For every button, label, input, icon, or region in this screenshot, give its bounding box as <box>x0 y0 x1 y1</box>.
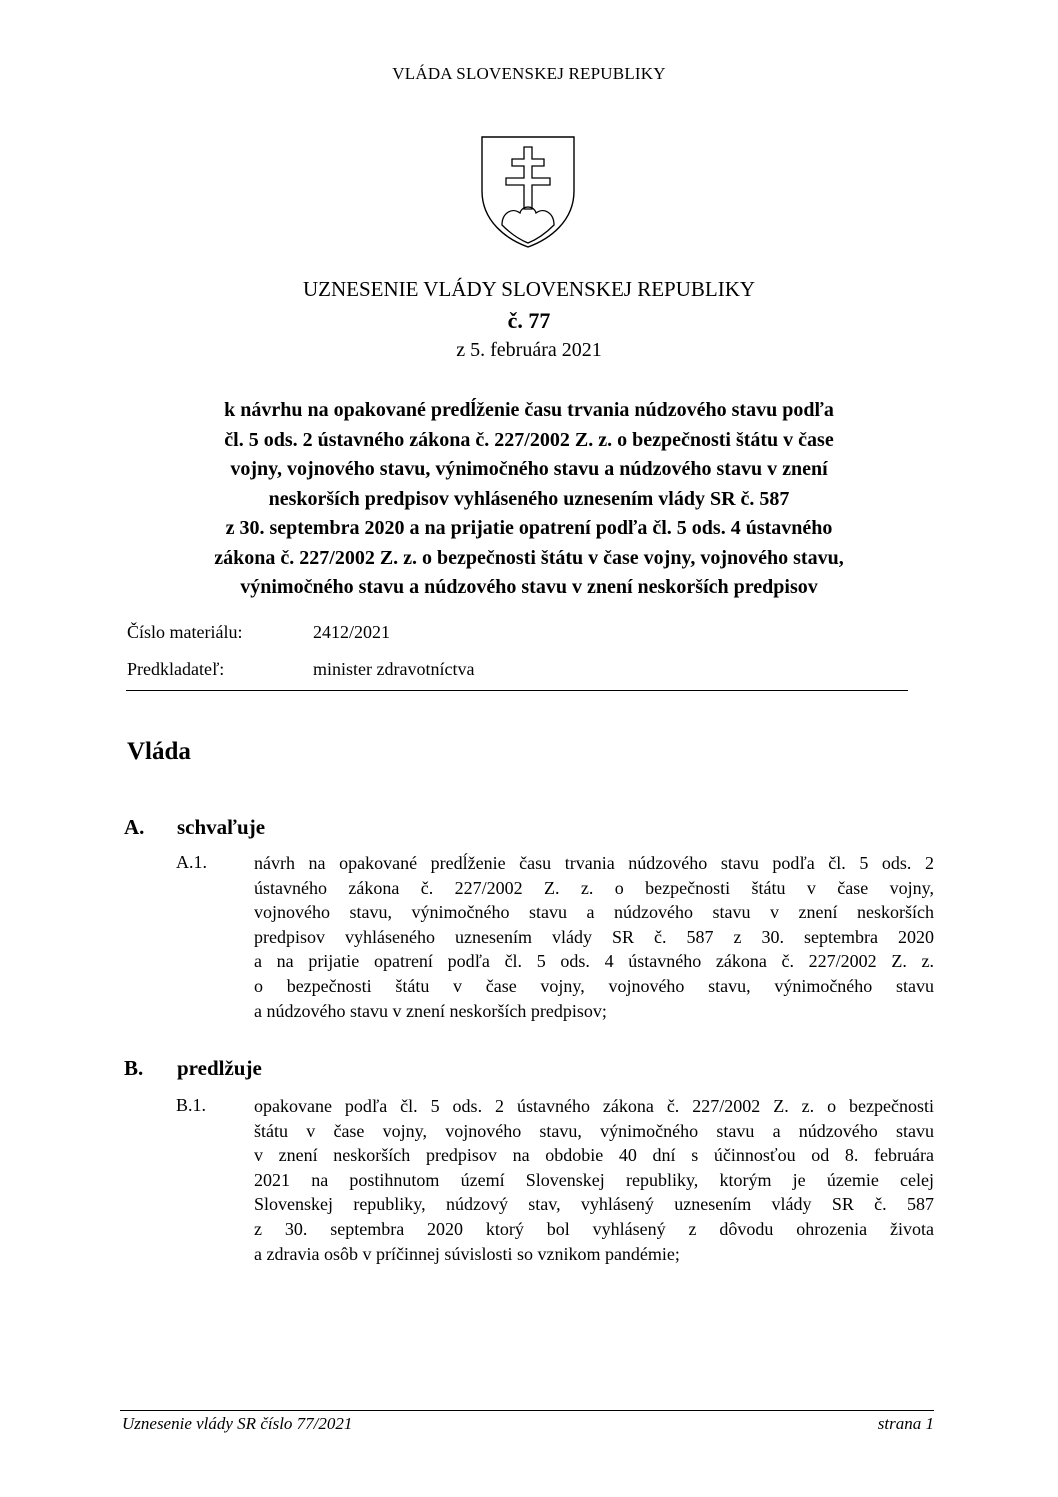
item-line: vojnového stavu, výnimočného stavu a núdzového stavu v znení neskorších <box>254 902 934 923</box>
footer-divider <box>120 1410 934 1411</box>
item-line: z 30. septembra 2020 ktorý bol vyhlásený z dôvodu ohrozenia života <box>254 1218 934 1239</box>
footer-document-reference: Uznesenie vlády SR číslo 77/2021 <box>122 1414 353 1433</box>
item-line: Slovenskej republiky, núdzový stav, vyhlásený uznesením vlády SR č. 587 <box>254 1194 934 1215</box>
subject-line: čl. 5 ods. 2 ústavného zákona č. 227/2002 Z. z. o bezpečnosti štátu v čase <box>224 428 834 451</box>
item-line: a núdzového stavu v znení neskorších predpisov; <box>254 1000 607 1021</box>
item-b1-number: B.1. <box>176 1095 207 1115</box>
item-line: ústavného zákona č. 227/2002 Z. z. o bezpečnosti štátu v čase vojny, <box>254 877 934 898</box>
submitter-value: minister zdravotníctva <box>313 659 475 679</box>
section-b-letter: B. <box>124 1056 144 1080</box>
footer-page-number: strana 1 <box>877 1414 934 1433</box>
item-a1-text <box>254 851 934 1023</box>
resolution-title: UZNESENIE VLÁDY SLOVENSKEJ REPUBLIKY <box>302 277 756 301</box>
subject-line: neskorších predpisov vyhláseného uznesením vlády SR č. 587 <box>268 487 790 510</box>
section-a-letter: A. <box>124 815 145 839</box>
item-line: v znení neskorších predpisov na obdobie 40 dní s účinnosťou od 8. februára <box>254 1145 934 1166</box>
submitter-label: Predkladateľ: <box>127 659 225 679</box>
subject-line: zákona č. 227/2002 Z. z. o bezpečnosti štátu v čase vojny, vojnového stavu, <box>214 546 844 569</box>
item-line: o bezpečnosti štátu v čase vojny, vojnového stavu, výnimočného stavu <box>254 975 934 996</box>
item-line: a zdravia osôb v príčinnej súvislosti so vznikom pandémie; <box>254 1243 680 1264</box>
resolution-date: z 5. februára 2021 <box>456 339 602 361</box>
item-line: predpisov vyhláseného uznesením vlády SR č. 587 z 30. septembra 2020 <box>254 926 934 947</box>
item-line: 2021 na postihnutom území Slovenskej republiky, ktorým je územie celej <box>254 1169 934 1190</box>
item-line: opakovane podľa čl. 5 ods. 2 ústavného zákona č. 227/2002 Z. z. o bezpečnosti <box>254 1096 934 1116</box>
subject-line: k návrhu na opakované predĺženie času trvania núdzového stavu podľa <box>224 399 834 421</box>
subject-line: výnimočného stavu a núdzového stavu v znení neskorších predpisov <box>240 576 818 598</box>
subject-line: z 30. septembra 2020 a na prijatie opatrení podľa čl. 5 ods. 4 ústavného <box>225 517 833 539</box>
item-line: štátu v čase vojny, vojnového stavu, výnimočného stavu a núdzového stavu <box>254 1120 934 1141</box>
header-divider <box>126 690 908 691</box>
coat-of-arms-icon <box>478 133 578 251</box>
material-number-value: 2412/2021 <box>313 622 391 642</box>
item-line: návrh na opakované predĺženie času trvania núdzového stavu podľa čl. 5 ods. 2 <box>254 853 934 873</box>
subject-line: vojny, vojnového stavu, výnimočného stavu a núdzového stavu v znení <box>230 458 828 480</box>
resolution-number: č. 77 <box>507 308 551 333</box>
section-b-verb: predlžuje <box>177 1056 262 1080</box>
material-number-label: Číslo materiálu: <box>127 622 243 642</box>
body-heading: Vláda <box>127 738 191 765</box>
resolution-subject <box>100 396 958 603</box>
government-header: VLÁDA SLOVENSKEJ REPUBLIKY <box>392 64 666 83</box>
item-a1-number: A.1. <box>176 852 207 872</box>
item-b1-text <box>254 1094 934 1266</box>
item-line: a na prijatie opatrení podľa čl. 5 ods. 4 ústavného zákona č. 227/2002 Z. z. <box>254 951 934 972</box>
section-a-verb: schvaľuje <box>177 815 266 839</box>
